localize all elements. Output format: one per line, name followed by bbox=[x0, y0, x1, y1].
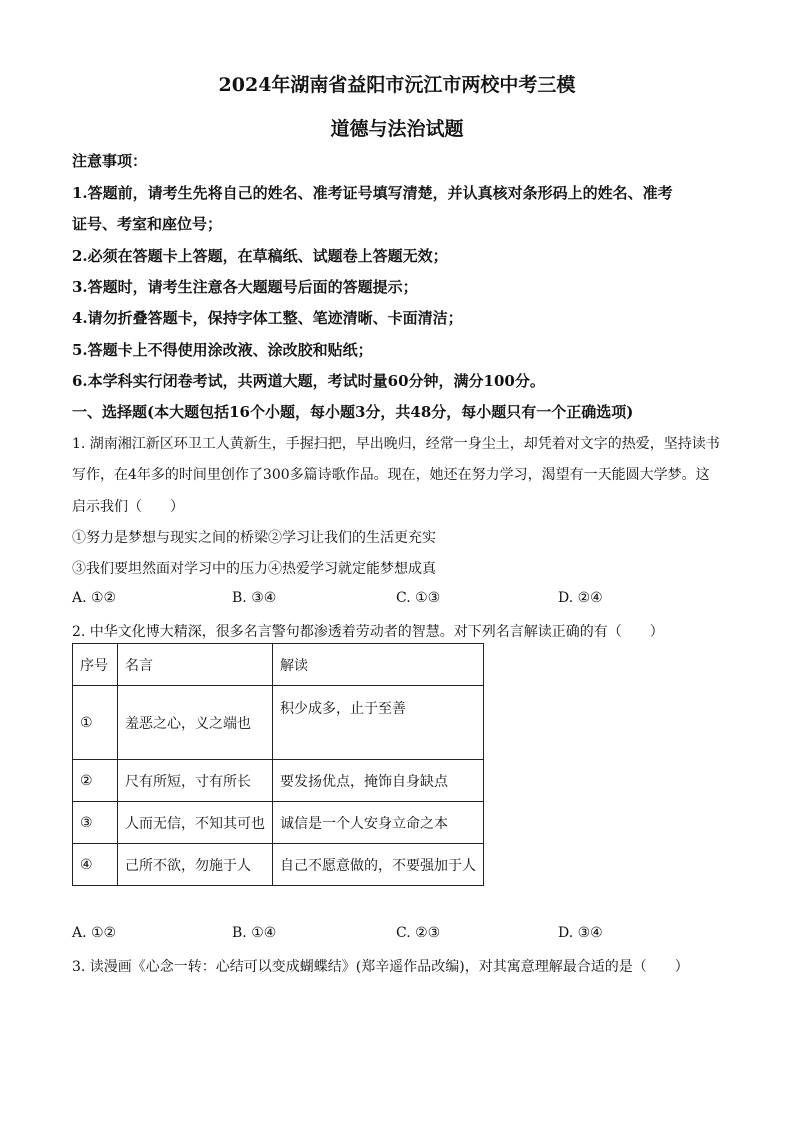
notice-item: 6.本学科实行闭卷考试，共两道大题，考试时量60分钟，满分100分。 bbox=[72, 372, 545, 390]
table-row bbox=[73, 686, 484, 760]
table-row bbox=[73, 802, 484, 844]
table-cell: ③ bbox=[73, 802, 118, 844]
table-cell: 要发扬优点，掩饰自身缺点 bbox=[273, 760, 484, 802]
question-1-statement: ①努力是梦想与现实之间的桥梁②学习让我们的生活更充实 bbox=[72, 530, 436, 546]
q2-option-b[interactable]: B. ①④ bbox=[232, 925, 277, 941]
q1-option-c[interactable]: C. ①③ bbox=[396, 590, 441, 606]
notice-item: 3.答题时，请考生注意各大题题号后面的答题提示； bbox=[72, 278, 418, 296]
table-row bbox=[73, 844, 484, 886]
question-1-line: 启示我们（ ） bbox=[72, 499, 184, 515]
table-header-cell: 解读 bbox=[273, 644, 484, 686]
table-cell: 尺有所短，寸有所长 bbox=[118, 760, 273, 802]
notice-item: 4.请勿折叠答题卡，保持字体工整、笔迹清晰、卡面清洁； bbox=[72, 309, 463, 327]
notice-heading: 注意事项： bbox=[72, 152, 148, 170]
table-cell: 自己不愿意做的，不要强加于人 bbox=[273, 844, 484, 886]
question-3-stem: 3. 读漫画《心念一转：心结可以变成蝴蝶结》(郑辛遥作品改编)，对其寓意理解最合适的是（ ） bbox=[72, 959, 689, 975]
table-cell: 积少成多，止于至善 bbox=[273, 686, 484, 760]
notice-item: 1.答题前，请考生先将自己的姓名、准考证号填写清楚，并认真核对条形码上的姓名、准考 bbox=[72, 184, 673, 202]
table-header-cell: 序号 bbox=[73, 644, 118, 686]
table-header-row bbox=[73, 644, 484, 686]
table-row bbox=[73, 760, 484, 802]
table-cell: 己所不欲，勿施于人 bbox=[118, 844, 273, 886]
page-subtitle: 道德与法治试题 bbox=[330, 118, 464, 140]
q2-option-c[interactable]: C. ②③ bbox=[396, 925, 441, 941]
table-cell: 诚信是一个人安身立命之本 bbox=[273, 802, 484, 844]
notice-item: 2.必须在答题卡上答题，在草稿纸、试题卷上答题无效； bbox=[72, 247, 448, 265]
table-cell: ② bbox=[73, 760, 118, 802]
table-cell: 羞恶之心，义之端也 bbox=[118, 686, 273, 760]
question-2-stem: 2. 中华文化博大精深，很多名言警句都渗透着劳动者的智慧。对下列名言解读正确的有（ ） bbox=[72, 624, 664, 640]
q2-option-a[interactable]: A. ①② bbox=[72, 925, 117, 941]
table-cell: ④ bbox=[73, 844, 118, 886]
table-header-cell: 名言 bbox=[118, 644, 273, 686]
q1-option-b[interactable]: B. ③④ bbox=[232, 590, 277, 606]
notice-item: 5.答题卡上不得使用涂改液、涂改胶和贴纸； bbox=[72, 341, 373, 359]
question-1-line: 写作，在4年多的时间里创作了300多篇诗歌作品。现在，她还在努力学习，渴望有一天能圆大学梦。这 bbox=[72, 467, 710, 483]
question-1-statement: ③我们要坦然面对学习中的压力④热爱学习就定能梦想成真 bbox=[72, 561, 436, 577]
page-title: 2024年湖南省益阳市沅江市两校中考三模 bbox=[218, 74, 576, 96]
quotes-table bbox=[72, 643, 484, 886]
table-cell: 人而无信，不知其可也 bbox=[118, 802, 273, 844]
question-1-line: 1. 湖南湘江新区环卫工人黄新生，手握扫把，早出晚归，经常一身尘土，却凭着对文字的热爱，坚持读书 bbox=[72, 436, 720, 452]
notice-item: 证号、考室和座位号； bbox=[72, 215, 223, 233]
section-heading: 一、选择题(本大题包括16个小题，每小题3分，共48分，每小题只有一个正确选项) bbox=[72, 403, 634, 421]
table-cell: ① bbox=[73, 686, 118, 760]
q2-option-d[interactable]: D. ③④ bbox=[558, 925, 603, 941]
q1-option-d[interactable]: D. ②④ bbox=[558, 590, 603, 606]
q1-option-a[interactable]: A. ①② bbox=[72, 590, 117, 606]
